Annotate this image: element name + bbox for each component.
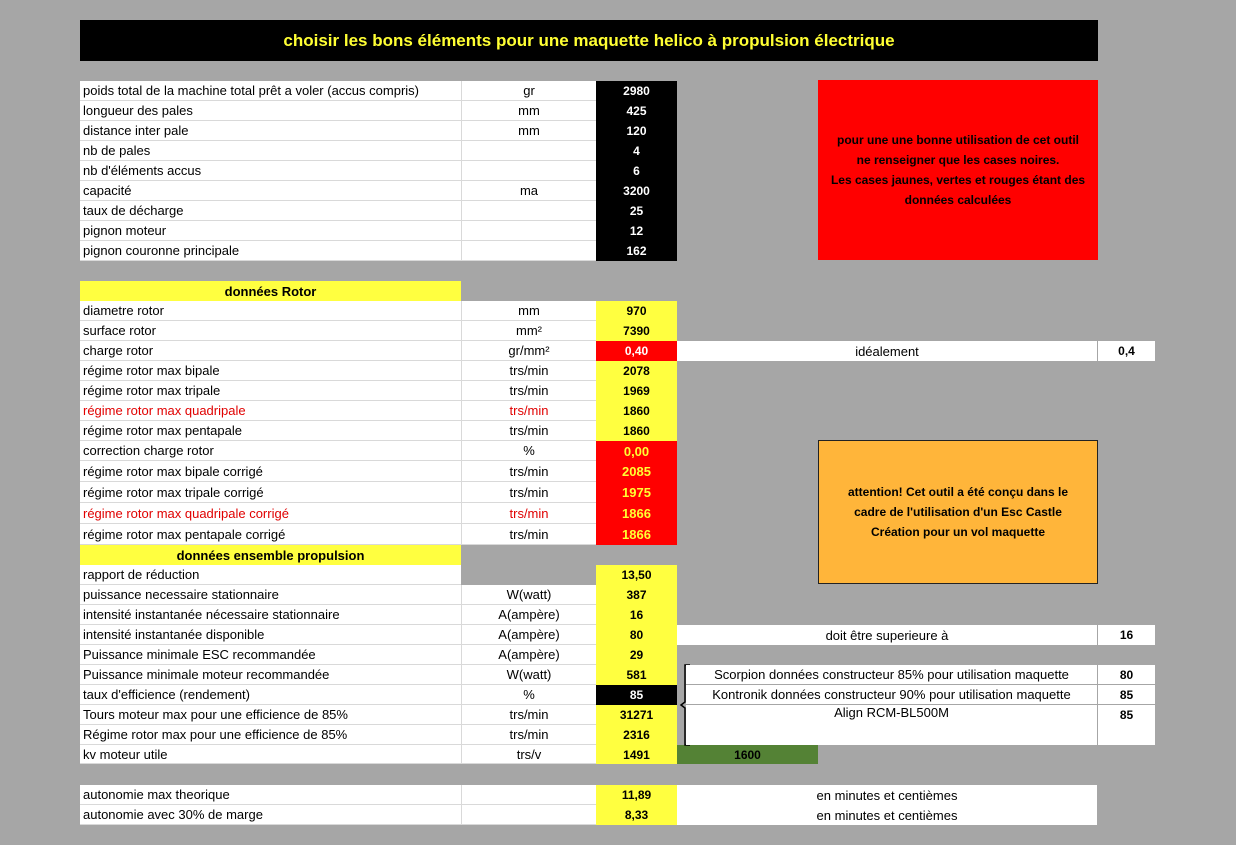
propulsion-label: intensité instantanée disponible: [80, 625, 461, 645]
rotor-load-value: 0,40: [596, 341, 677, 361]
info-line: ne renseigner que les cases noires.: [856, 153, 1060, 167]
propulsion-unit: trs/v: [461, 745, 596, 764]
propulsion-unit: A(ampère): [461, 605, 596, 625]
rotor-rpm-quadripale-corrected: 1866: [596, 503, 677, 524]
rotor-surface-value: 7390: [596, 321, 677, 341]
motor-ref-label: Kontronik données constructeur 90% pour utilisation maquette: [686, 685, 1097, 704]
must-exceed-label: doit être superieure à: [677, 625, 1097, 645]
autonomy-unit: [461, 805, 596, 825]
input-label-main-gear: pignon couronne principale: [80, 241, 461, 261]
rotor-unit: mm²: [461, 321, 596, 341]
input-unit-main-gear: [461, 241, 596, 261]
propulsion-label: kv moteur utile: [80, 745, 461, 764]
info-line: données calculées: [904, 193, 1012, 207]
input-unit-motor-pinion: [461, 221, 596, 241]
motor-min-power-value: 581: [596, 665, 677, 685]
motor-ref-empty: [686, 725, 1097, 745]
rotor-label: régime rotor max pentapale corrigé: [80, 524, 461, 545]
rotor-label: régime rotor max tripale: [80, 381, 461, 401]
rotor-unit: trs/min: [461, 381, 596, 401]
input-label-motor-pinion: pignon moteur: [80, 221, 461, 241]
kv-value: 1491: [596, 745, 677, 764]
propulsion-unit: A(ampère): [461, 645, 596, 665]
autonomy-note: en minutes et centièmes: [677, 785, 1097, 805]
rotor-label-highlight: régime rotor max quadripale: [80, 401, 461, 421]
input-main-gear[interactable]: 162: [596, 241, 677, 261]
ideal-label: idéalement: [677, 341, 1097, 361]
rotor-section-header: données Rotor: [80, 281, 461, 301]
hover-power-value: 387: [596, 585, 677, 605]
warning-box: [818, 440, 1098, 584]
rotor-unit: trs/min: [461, 524, 596, 545]
rotor-unit: %: [461, 441, 596, 461]
input-label-blade-distance: distance inter pale: [80, 121, 461, 141]
rotor-label: régime rotor max bipale corrigé: [80, 461, 461, 482]
rotor-rpm-bipale-corrected: 2085: [596, 461, 677, 482]
rotor-rpm-pentapale-corrected: 1866: [596, 524, 677, 545]
autonomy-label: autonomie avec 30% de marge: [80, 805, 461, 825]
esc-min-value: 29: [596, 645, 677, 665]
propulsion-label: Tours moteur max pour une efficience de 85%: [80, 705, 461, 725]
kv-green-value: 1600: [677, 745, 818, 764]
autonomy-margin-value: 8,33: [596, 805, 677, 825]
propulsion-unit: trs/min: [461, 705, 596, 725]
input-label-weight: poids total de la machine total prêt a voler (accus compris): [80, 81, 461, 101]
rotor-diameter-value: 970: [596, 301, 677, 321]
rotor-rpm-quadripale: 1860: [596, 401, 677, 421]
info-line: Les cases jaunes, vertes et rouges étant des: [830, 173, 1086, 187]
motor-ref-label: Align RCM-BL500M: [686, 705, 1097, 725]
warning-line: Création pour un vol maquette: [870, 525, 1045, 539]
propulsion-unit: W(watt): [461, 665, 596, 685]
rotor-unit: trs/min: [461, 503, 596, 524]
motor-max-rpm-value: 31271: [596, 705, 677, 725]
motor-ref-empty-value: [1098, 725, 1155, 745]
motor-ref-value: 85: [1098, 685, 1155, 704]
info-line: pour une une bonne utilisation de cet outil: [837, 133, 1079, 147]
input-unit-blade-length: mm: [461, 101, 596, 121]
input-motor-pinion[interactable]: 12: [596, 221, 677, 241]
propulsion-label: Puissance minimale ESC recommandée: [80, 645, 461, 665]
input-label-discharge: taux de décharge: [80, 201, 461, 221]
rotor-unit: trs/min: [461, 482, 596, 503]
rotor-label: correction charge rotor: [80, 441, 461, 461]
warning-line: cadre de l'utilisation d'un Esc Castle: [854, 505, 1062, 519]
input-unit-blade-count: [461, 141, 596, 161]
propulsion-unit: A(ampère): [461, 625, 596, 645]
propulsion-section-header: données ensemble propulsion: [80, 545, 461, 565]
input-capacity[interactable]: 3200: [596, 181, 677, 201]
rotor-correction-value: 0,00: [596, 441, 677, 461]
reduction-ratio-value: 13,50: [596, 565, 677, 585]
input-unit-discharge: [461, 201, 596, 221]
propulsion-unit: %: [461, 685, 596, 705]
propulsion-unit: trs/min: [461, 725, 596, 745]
input-unit-cells: [461, 161, 596, 181]
motor-ref-value: 85: [1098, 705, 1155, 725]
ideal-value: 0,4: [1098, 341, 1155, 361]
rotor-label: régime rotor max bipale: [80, 361, 461, 381]
input-label-cells: nb d'éléments accus: [80, 161, 461, 181]
motor-ref-label: Scorpion données constructeur 85% pour utilisation maquette: [686, 665, 1097, 684]
autonomy-max-value: 11,89: [596, 785, 677, 805]
input-blade-length[interactable]: 425: [596, 101, 677, 121]
input-label-blade-length: longueur des pales: [80, 101, 461, 121]
rotor-unit: trs/min: [461, 421, 596, 441]
propulsion-label: rapport de réduction: [80, 565, 461, 585]
autonomy-note: en minutes et centièmes: [677, 805, 1097, 825]
info-box: [818, 80, 1098, 260]
rotor-unit: trs/min: [461, 461, 596, 482]
propulsion-label: puissance necessaire stationnaire: [80, 585, 461, 605]
autonomy-unit: [461, 785, 596, 805]
rotor-label: charge rotor: [80, 341, 461, 361]
input-unit-blade-distance: mm: [461, 121, 596, 141]
available-current-value: 80: [596, 625, 677, 645]
propulsion-label: Puissance minimale moteur recommandée: [80, 665, 461, 685]
rotor-label: régime rotor max pentapale: [80, 421, 461, 441]
page-title: choisir les bons éléments pour une maquette helico à propulsion électrique: [80, 20, 1098, 61]
motor-ref-value: 80: [1098, 665, 1155, 684]
input-label-capacity: capacité: [80, 181, 461, 201]
rotor-label: surface rotor: [80, 321, 461, 341]
rotor-unit: trs/min: [461, 361, 596, 381]
hover-current-value: 16: [596, 605, 677, 625]
warning-line: attention! Cet outil a été conçu dans le: [847, 485, 1069, 499]
rotor-rpm-bipale: 2078: [596, 361, 677, 381]
input-blade-distance[interactable]: 120: [596, 121, 677, 141]
propulsion-label: taux d'efficience (rendement): [80, 685, 461, 705]
input-cells[interactable]: 6: [596, 161, 677, 181]
efficiency-input[interactable]: 85: [596, 685, 677, 705]
rotor-unit: mm: [461, 301, 596, 321]
rotor-unit: trs/min: [461, 401, 596, 421]
input-label-blade-count: nb de pales: [80, 141, 461, 161]
rotor-label: régime rotor max tripale corrigé: [80, 482, 461, 503]
propulsion-unit: W(watt): [461, 585, 596, 605]
rotor-max-rpm-efficiency-value: 2316: [596, 725, 677, 745]
propulsion-label: intensité instantanée nécessaire stationnaire: [80, 605, 461, 625]
rotor-rpm-tripale-corrected: 1975: [596, 482, 677, 503]
rotor-label: diametre rotor: [80, 301, 461, 321]
rotor-unit: gr/mm²: [461, 341, 596, 361]
rotor-label-highlight: régime rotor max quadripale corrigé: [80, 503, 461, 524]
input-weight[interactable]: 2980: [596, 81, 677, 101]
must-exceed-value: 16: [1098, 625, 1155, 645]
input-discharge[interactable]: 25: [596, 201, 677, 221]
autonomy-label: autonomie max theorique: [80, 785, 461, 805]
propulsion-label: Régime rotor max pour une efficience de 85%: [80, 725, 461, 745]
rotor-rpm-tripale: 1969: [596, 381, 677, 401]
rotor-rpm-pentapale: 1860: [596, 421, 677, 441]
input-unit-capacity: ma: [461, 181, 596, 201]
input-unit-weight: gr: [461, 81, 596, 101]
input-blade-count[interactable]: 4: [596, 141, 677, 161]
